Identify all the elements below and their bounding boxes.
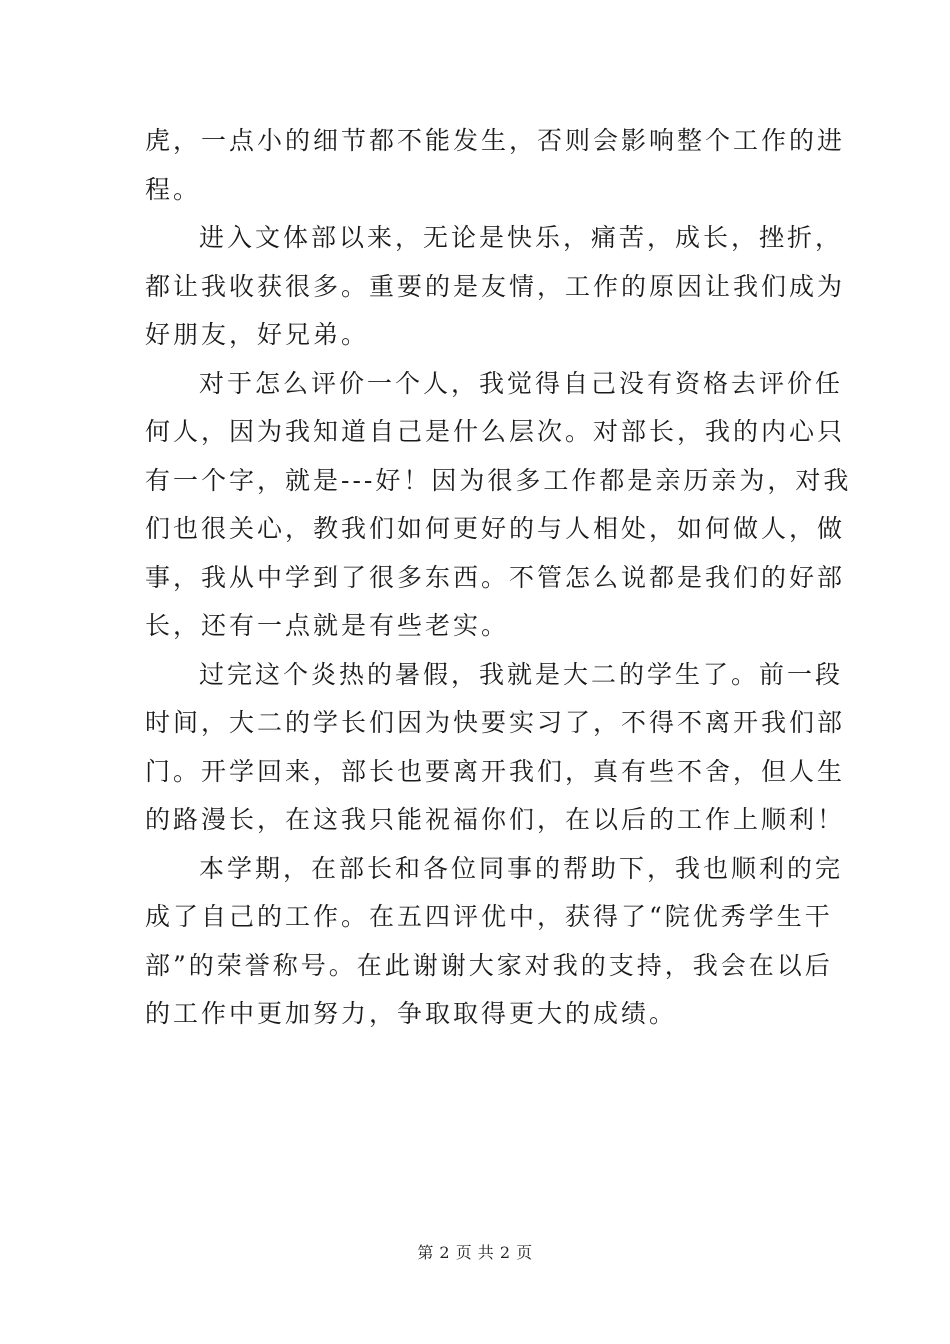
paragraph-summer xyxy=(145,651,846,845)
text-line: 本学期，在部长和各位同事的帮助下，我也顺利的完 xyxy=(199,853,844,883)
text-line: 长，还有一点就是有些老实。 xyxy=(145,611,510,640)
text-line: 的路漫长，在这我只能祝福你们，在以后的工作上顺利！ xyxy=(145,805,846,834)
text-line: 的工作中更加努力，争取取得更大的成绩。 xyxy=(145,999,678,1028)
text-line: 进入文体部以来，无论是快乐，痛苦，成长，挫折， xyxy=(199,223,844,252)
text-line: 好朋友，好兄弟。 xyxy=(145,320,370,349)
document-body xyxy=(145,117,852,1039)
paragraph-evaluation xyxy=(145,360,852,651)
paragraph-semester-summary xyxy=(145,845,844,1039)
text-line: 都让我收获很多。重要的是友情，工作的原因让我们成为 xyxy=(145,271,846,301)
text-line: 过完这个炎热的暑假，我就是大二的学生了。前一段 xyxy=(199,659,844,689)
text-line: 虎，一点小的细节都不能发生，否则会影响整个工作的进 xyxy=(145,126,846,155)
text-line: 对于怎么评价一个人，我觉得自己没有资格去评价任 xyxy=(199,368,844,398)
text-line: 事，我从中学到了很多东西。不管怎么说都是我们的好部 xyxy=(145,562,846,592)
page-number-footer: 第 2 页 共 2 页 xyxy=(417,1243,533,1262)
paragraph-department-experience xyxy=(145,214,846,360)
paragraph-continuation xyxy=(145,117,846,214)
text-line: 门。开学回来，部长也要离开我们，真有些不舍，但人生 xyxy=(145,756,846,786)
text-line: 部”的荣誉称号。在此谢谢大家对我的支持，我会在以后 xyxy=(145,950,833,980)
text-line: 有一个字，就是---好！因为很多工作都是亲历亲为，对我 xyxy=(145,465,852,495)
text-line: 何人，因为我知道自己是什么层次。对部长，我的内心只 xyxy=(145,417,846,446)
text-line: 成了自己的工作。在五四评优中，获得了“院优秀学生干 xyxy=(145,902,833,931)
text-line: 时间，大二的学长们因为快要实习了，不得不离开我们部 xyxy=(145,708,846,737)
text-line: 们也很关心，教我们如何更好的与人相处，如何做人，做 xyxy=(145,514,846,543)
text-line: 程。 xyxy=(145,174,202,204)
